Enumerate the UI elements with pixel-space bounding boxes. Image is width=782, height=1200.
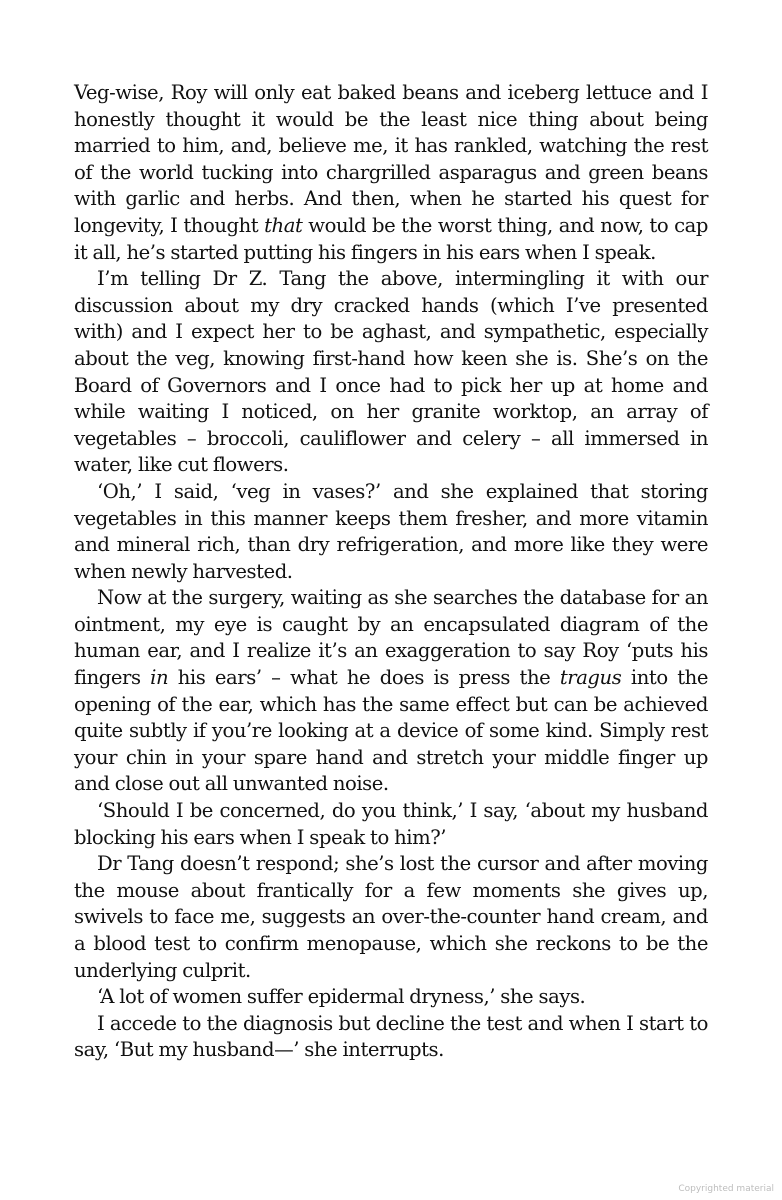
book-page-body [74,80,708,1064]
paragraph-6 [74,851,708,984]
paragraph-4-text-c: into the opening of the ear, which has the same effect but can be achieved quite subtly if you’re looking at a device of some kind. Simply rest your chin in your spare hand and stretch your middle finger up and close out all unwanted noise. [74,666,708,796]
paragraph-1 [74,80,708,266]
paragraph-7-text: ‘A lot of women suffer epidermal dryness,’ she says. [97,985,586,1009]
paragraph-4-italic-in: in [150,666,169,690]
paragraph-7 [74,984,708,1011]
paragraph-4 [74,585,708,798]
paragraph-2-text: I’m telling Dr Z. Tang the above, intermingling it with our discussion about my dry cracked hands (which I’ve presented with) and I expect her to be aghast, and sympathetic, especially about the veg, knowing first-hand how keen she is. She’s on the Board of Governors and I once had to pick her up at home and while waiting I noticed, on her granite worktop, an array of vegetables – broccoli, cauliflower and celery – all immersed in water, like cut flowers. [74,267,708,477]
paragraph-3 [74,479,708,585]
paragraph-3-text: ‘Oh,’ I said, ‘veg in vases?’ and she explained that storing vegetables in this manner keeps them fresher, and more vitamin and mineral rich, than dry refrigeration, and more like they were when newly harvested. [74,479,708,583]
paragraph-1-text-b: would be the worst thing, and now, to cap it all, he’s started putting his fingers in his ears when I speak. [74,213,708,264]
paragraph-4-text-a: Now at the surgery, waiting as she searches the database for an ointment, my eye is caught by an encapsulated diagram of the human ear, and I realize it’s an exaggeration to say Roy ‘puts his fingers [74,586,708,690]
paragraph-4-italic-tragus: tragus [559,666,622,690]
paragraph-8-text: I accede to the diagnosis but decline the test and when I start to say, ‘But my husband—’ she interrupts. [74,1011,708,1062]
paragraph-4-text-b: his ears’ – what he does is press the [168,666,560,690]
paragraph-1-text-a: Veg-wise, Roy will only eat baked beans and iceberg lettuce and I honestly thought it would be the least nice thing about being married to him, and, believe me, it has rankled, watching the rest of the world tucking into chargrilled asparagus and green beans with garlic and herbs. And then, when he started his quest for longevity, I thought [74,81,708,237]
paragraph-1-italic-that: that [264,213,303,237]
paragraph-2 [74,266,708,479]
paragraph-5-text: ‘Should I be concerned, do you think,’ I say, ‘about my husband blocking his ears when I speak to him?’ [74,799,708,849]
copyright-watermark: Copyrighted material [678,1184,774,1194]
paragraph-6-text: Dr Tang doesn’t respond; she’s lost the cursor and after moving the mouse about frantically for a few moments she gives up, swivels to face me, suggests an over-the-counter hand cream, and a blood test to confirm menopause, which she reckons to be the underlying culprit. [74,852,708,982]
paragraph-5 [74,798,708,851]
paragraph-8 [74,1011,708,1064]
